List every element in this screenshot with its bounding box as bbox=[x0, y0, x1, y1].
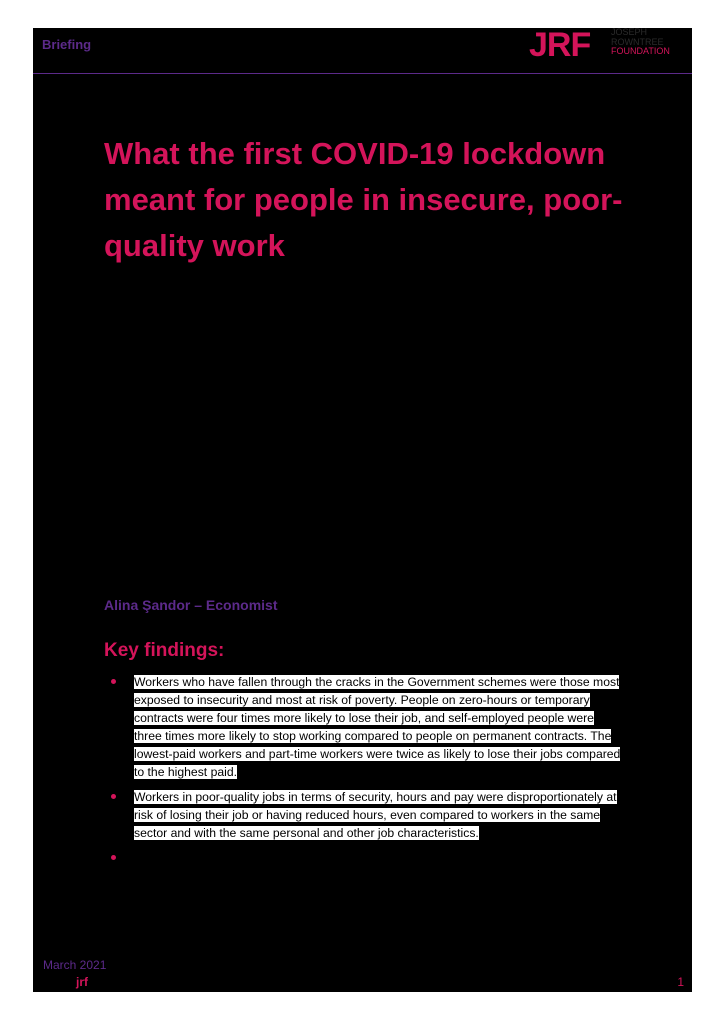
author-line: Alina Şandor – Economist bbox=[104, 597, 278, 613]
document-title: What the first COVID-19 lockdown meant for people in insecure, poor-quality work bbox=[104, 136, 623, 263]
document-type-label: Briefing bbox=[42, 37, 92, 52]
logo-line-3: FOUNDATION bbox=[611, 46, 670, 56]
document-page bbox=[33, 28, 692, 992]
logo-line-1: JOSEPH bbox=[611, 28, 648, 37]
logo-wordmark bbox=[611, 28, 670, 57]
logo-line-2: ROWNTREE bbox=[611, 36, 664, 47]
key-findings-heading: Key findings: bbox=[104, 640, 225, 661]
jrf-logo bbox=[529, 28, 685, 62]
logo-mark: JRF bbox=[529, 28, 591, 64]
bullet-icon bbox=[111, 679, 116, 684]
header-divider bbox=[33, 73, 692, 74]
footer-brand: jrf bbox=[76, 975, 88, 989]
finding-text: Workers who have fallen through the cracks in the Government schemes were those most exposed to insecurity and most at risk of poverty. People on zero-hours or temporary contracts were four times more likely to lose their job, and self-employed people were three times more likely to stop working compared to people on permanent contracts. The lowest-paid workers and part-time workers were twice as likely to lose their jobs compared to the highest paid. bbox=[134, 675, 621, 779]
finding-text: Workers in poor-quality jobs in terms of security, hours and pay were disproportionately at risk of losing their job or having reduced hours, even compared to workers in the same sector and with the same personal and other job characteristics. bbox=[134, 790, 617, 840]
bullet-icon bbox=[111, 855, 116, 860]
finding-item bbox=[111, 673, 621, 781]
key-findings-list bbox=[111, 673, 621, 874]
finding-item bbox=[111, 849, 621, 867]
publication-date: March 2021 bbox=[43, 958, 107, 972]
bullet-icon bbox=[111, 794, 116, 799]
finding-item bbox=[111, 788, 621, 842]
page-number: 1 bbox=[677, 975, 684, 989]
